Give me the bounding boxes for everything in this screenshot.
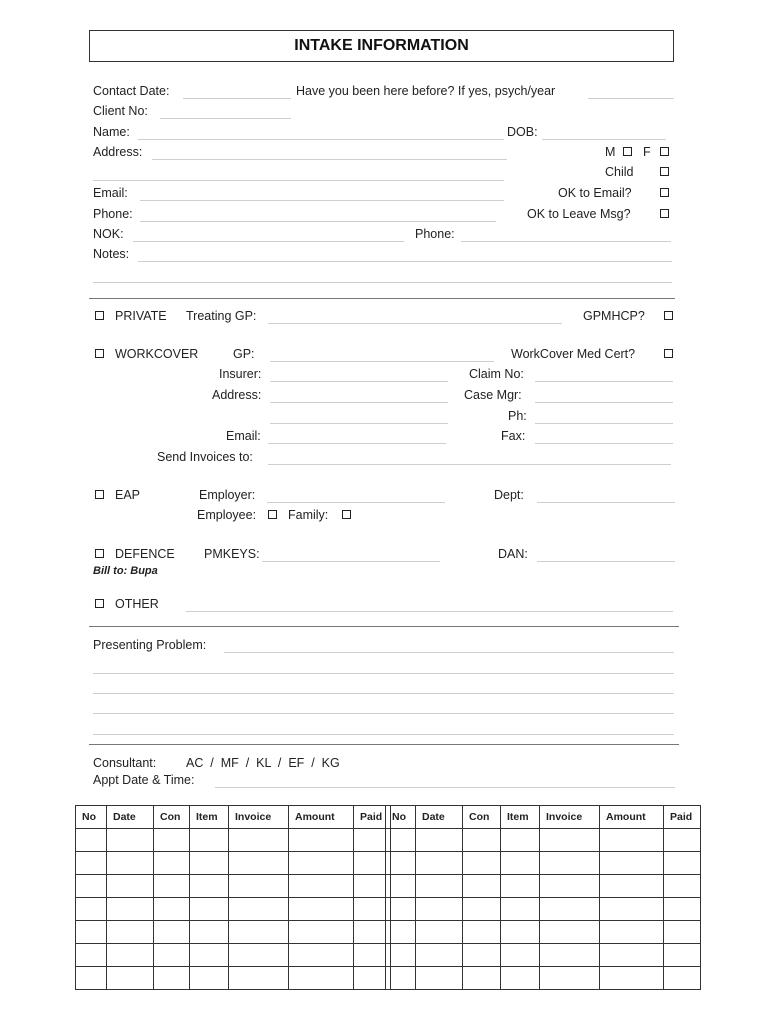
table-cell[interactable] xyxy=(289,921,354,944)
ok-email-label: OK to Email? xyxy=(558,186,632,200)
nok-label: NOK: xyxy=(93,227,124,241)
appt-label: Appt Date & Time: xyxy=(93,773,195,787)
table-row xyxy=(76,921,391,944)
table-cell[interactable] xyxy=(154,921,190,944)
table-cell[interactable] xyxy=(190,852,229,875)
billing-table-right xyxy=(385,805,701,990)
dept-field[interactable] xyxy=(537,502,675,503)
other-label: OTHER xyxy=(115,597,159,611)
nok-phone-field[interactable] xyxy=(461,241,671,242)
table-cell[interactable] xyxy=(540,944,600,967)
dept-label: Dept: xyxy=(494,488,524,502)
other-field[interactable] xyxy=(186,611,673,612)
med-cert-label: WorkCover Med Cert? xyxy=(511,347,636,361)
table-cell[interactable] xyxy=(540,829,600,852)
table-cell[interactable] xyxy=(76,829,107,852)
client-no-label: Client No: xyxy=(93,104,148,118)
employee-label: Employee: xyxy=(197,508,257,522)
table-row xyxy=(76,875,391,898)
table-cell[interactable] xyxy=(664,829,701,852)
table-cell[interactable] xyxy=(664,921,701,944)
table-cell[interactable] xyxy=(386,944,416,967)
table-cell[interactable] xyxy=(463,944,501,967)
pmkeys-field[interactable] xyxy=(262,561,440,562)
table-cell[interactable] xyxy=(416,829,463,852)
table-cell[interactable] xyxy=(664,944,701,967)
table-row xyxy=(386,898,701,921)
presenting-problem-field-1[interactable] xyxy=(224,652,674,653)
wc-email-label: Email: xyxy=(226,429,261,443)
nok-field[interactable] xyxy=(133,241,404,242)
table-cell[interactable] xyxy=(229,875,289,898)
dan-label: DAN: xyxy=(498,547,528,561)
employee-checkbox[interactable] xyxy=(268,510,277,519)
table-cell[interactable] xyxy=(107,875,154,898)
table-cell[interactable] xyxy=(463,852,501,875)
table-cell[interactable] xyxy=(664,967,701,990)
notes-field-2[interactable] xyxy=(93,282,672,283)
name-field[interactable] xyxy=(138,139,504,140)
table-cell[interactable] xyxy=(501,921,540,944)
table-cell[interactable] xyxy=(664,852,701,875)
form-title: INTAKE INFORMATION xyxy=(89,30,674,62)
table-row xyxy=(76,829,391,852)
been-before-label: Have you been here before? If yes, psych/year xyxy=(296,84,556,98)
table-row xyxy=(386,829,701,852)
col-invoice: Invoice xyxy=(540,806,600,829)
notes-field-1[interactable] xyxy=(138,261,672,262)
table-cell[interactable] xyxy=(600,967,664,990)
dob-field[interactable] xyxy=(542,139,666,140)
male-label: M xyxy=(605,145,616,159)
table-cell[interactable] xyxy=(154,944,190,967)
table-cell[interactable] xyxy=(107,829,154,852)
appt-field[interactable] xyxy=(215,787,675,788)
table-cell[interactable] xyxy=(289,944,354,967)
table-cell[interactable] xyxy=(600,898,664,921)
table-row xyxy=(386,852,701,875)
client-no-field[interactable] xyxy=(160,118,291,119)
table-cell[interactable] xyxy=(107,944,154,967)
case-mgr-field[interactable] xyxy=(535,402,673,403)
presenting-problem-field-2[interactable] xyxy=(93,673,674,674)
table-cell[interactable] xyxy=(107,921,154,944)
col-no: No xyxy=(76,806,107,829)
consultant-options[interactable]: AC / MF / KL / EF / KG xyxy=(186,756,340,770)
table-cell[interactable] xyxy=(501,967,540,990)
table-cell[interactable] xyxy=(416,921,463,944)
ok-email-checkbox[interactable] xyxy=(660,188,669,197)
table-cell[interactable] xyxy=(501,829,540,852)
table-cell[interactable] xyxy=(386,898,416,921)
ok-msg-checkbox[interactable] xyxy=(660,209,669,218)
table-cell[interactable] xyxy=(386,921,416,944)
other-checkbox[interactable] xyxy=(95,599,104,608)
table-cell[interactable] xyxy=(600,944,664,967)
table-cell[interactable] xyxy=(664,898,701,921)
presenting-problem-field-3[interactable] xyxy=(93,693,674,694)
male-checkbox[interactable] xyxy=(623,147,632,156)
table-cell[interactable] xyxy=(76,967,107,990)
employer-label: Employer: xyxy=(199,488,256,502)
workcover-checkbox[interactable] xyxy=(95,349,104,358)
female-checkbox[interactable] xyxy=(660,147,669,156)
send-invoices-field[interactable] xyxy=(268,464,671,465)
claim-no-field[interactable] xyxy=(535,381,673,382)
table-cell[interactable] xyxy=(289,852,354,875)
defence-checkbox[interactable] xyxy=(95,549,104,558)
email-field[interactable] xyxy=(140,200,504,201)
table-cell[interactable] xyxy=(416,967,463,990)
insurer-label: Insurer: xyxy=(219,367,262,381)
email-label: Email: xyxy=(93,186,128,200)
table-row xyxy=(386,921,701,944)
table-cell[interactable] xyxy=(190,875,229,898)
table-cell[interactable] xyxy=(76,898,107,921)
wc-gp-field[interactable] xyxy=(270,361,494,362)
table-cell[interactable] xyxy=(416,875,463,898)
been-before-field[interactable] xyxy=(588,98,674,99)
address-label: Address: xyxy=(93,145,143,159)
family-label: Family: xyxy=(288,508,329,522)
table-cell[interactable] xyxy=(540,852,600,875)
table-cell[interactable] xyxy=(229,898,289,921)
presenting-problem-field-4[interactable] xyxy=(93,713,674,714)
table-cell[interactable] xyxy=(154,875,190,898)
col-amount: Amount xyxy=(289,806,354,829)
wc-gp-label: GP: xyxy=(233,347,255,361)
table-cell[interactable] xyxy=(289,875,354,898)
address-field-2[interactable] xyxy=(93,180,504,181)
table-cell[interactable] xyxy=(154,898,190,921)
col-paid: Paid xyxy=(354,806,391,829)
col-amount: Amount xyxy=(600,806,664,829)
table-cell[interactable] xyxy=(76,875,107,898)
pmkeys-label: PMKEYS: xyxy=(204,547,260,561)
case-mgr-label: Case Mgr: xyxy=(464,388,522,402)
phone-label: Phone: xyxy=(93,207,133,221)
wc-email-field[interactable] xyxy=(268,443,446,444)
section-divider-3 xyxy=(89,744,679,745)
defence-label: DEFENCE xyxy=(115,547,175,561)
table-cell[interactable] xyxy=(416,944,463,967)
fax-field[interactable] xyxy=(535,443,673,444)
section-divider-2 xyxy=(89,626,679,627)
table-row xyxy=(76,898,391,921)
col-item: Item xyxy=(501,806,540,829)
table-cell[interactable] xyxy=(600,829,664,852)
table-cell[interactable] xyxy=(229,852,289,875)
ph-label: Ph: xyxy=(508,409,527,423)
eap-label: EAP xyxy=(115,488,141,502)
dan-field[interactable] xyxy=(537,561,675,562)
table-cell[interactable] xyxy=(600,875,664,898)
ph-field[interactable] xyxy=(535,423,673,424)
ok-msg-label: OK to Leave Msg? xyxy=(527,207,631,221)
table-cell[interactable] xyxy=(289,898,354,921)
claim-no-label: Claim No: xyxy=(469,367,524,381)
table-cell[interactable] xyxy=(386,875,416,898)
treating-gp-label: Treating GP: xyxy=(186,309,257,323)
table-cell[interactable] xyxy=(190,898,229,921)
table-header-row xyxy=(386,806,701,829)
table-header-row xyxy=(76,806,391,829)
col-con: Con xyxy=(154,806,190,829)
gpmhcp-label: GPMHCP? xyxy=(583,309,645,323)
col-item: Item xyxy=(190,806,229,829)
table-row xyxy=(386,967,701,990)
private-checkbox[interactable] xyxy=(95,311,104,320)
child-label: Child xyxy=(605,165,634,179)
table-cell[interactable] xyxy=(76,921,107,944)
table-row xyxy=(76,967,391,990)
table-cell[interactable] xyxy=(107,967,154,990)
presenting-problem-field-5[interactable] xyxy=(93,734,674,735)
contact-date-field[interactable] xyxy=(183,98,291,99)
family-checkbox[interactable] xyxy=(342,510,351,519)
table-cell[interactable] xyxy=(76,944,107,967)
table-cell[interactable] xyxy=(190,921,229,944)
address-field-1[interactable] xyxy=(152,159,507,160)
table-cell[interactable] xyxy=(154,852,190,875)
insurer-field[interactable] xyxy=(270,381,448,382)
table-cell[interactable] xyxy=(107,852,154,875)
employer-field[interactable] xyxy=(267,502,445,503)
table-cell[interactable] xyxy=(190,944,229,967)
table-cell[interactable] xyxy=(501,898,540,921)
table-cell[interactable] xyxy=(229,944,289,967)
table-cell[interactable] xyxy=(190,829,229,852)
table-row xyxy=(386,875,701,898)
nok-phone-label: Phone: xyxy=(415,227,455,241)
table-cell[interactable] xyxy=(600,921,664,944)
table-cell[interactable] xyxy=(463,967,501,990)
table-cell[interactable] xyxy=(463,829,501,852)
table-cell[interactable] xyxy=(386,852,416,875)
table-cell[interactable] xyxy=(540,967,600,990)
col-invoice: Invoice xyxy=(229,806,289,829)
send-invoices-label: Send Invoices to: xyxy=(157,450,253,464)
col-paid: Paid xyxy=(664,806,701,829)
table-cell[interactable] xyxy=(501,852,540,875)
table-cell[interactable] xyxy=(416,898,463,921)
wc-address-field-2[interactable] xyxy=(270,423,448,424)
female-label: F xyxy=(643,145,651,159)
table-cell[interactable] xyxy=(229,829,289,852)
table-cell[interactable] xyxy=(190,967,229,990)
section-divider xyxy=(89,298,675,299)
gpmhcp-checkbox[interactable] xyxy=(664,311,673,320)
table-cell[interactable] xyxy=(416,852,463,875)
phone-field[interactable] xyxy=(140,221,496,222)
table-row xyxy=(386,944,701,967)
billing-table-left xyxy=(75,805,391,990)
wc-address-label: Address: xyxy=(212,388,262,402)
table-cell[interactable] xyxy=(463,921,501,944)
table-cell[interactable] xyxy=(289,967,354,990)
notes-label: Notes: xyxy=(93,247,130,261)
table-cell[interactable] xyxy=(107,898,154,921)
wc-address-field-1[interactable] xyxy=(270,402,448,403)
dob-label: DOB: xyxy=(507,125,538,139)
col-con: Con xyxy=(463,806,501,829)
table-row xyxy=(76,852,391,875)
table-cell[interactable] xyxy=(540,921,600,944)
table-cell[interactable] xyxy=(463,875,501,898)
contact-date-label: Contact Date: xyxy=(93,84,170,98)
table-cell[interactable] xyxy=(540,898,600,921)
table-cell[interactable] xyxy=(501,875,540,898)
table-cell[interactable] xyxy=(229,967,289,990)
table-cell[interactable] xyxy=(386,967,416,990)
table-cell[interactable] xyxy=(540,875,600,898)
table-cell[interactable] xyxy=(463,898,501,921)
name-label: Name: xyxy=(93,125,130,139)
fax-label: Fax: xyxy=(501,429,526,443)
table-cell[interactable] xyxy=(76,852,107,875)
bill-to-note: Bill to: Bupa xyxy=(93,565,158,577)
table-row xyxy=(76,944,391,967)
table-cell[interactable] xyxy=(154,967,190,990)
table-cell[interactable] xyxy=(229,921,289,944)
table-cell[interactable] xyxy=(154,829,190,852)
eap-checkbox[interactable] xyxy=(95,490,104,499)
table-cell[interactable] xyxy=(386,829,416,852)
consultant-label: Consultant: xyxy=(93,756,157,770)
private-label: PRIVATE xyxy=(115,309,167,323)
col-date: Date xyxy=(416,806,463,829)
presenting-problem-label: Presenting Problem: xyxy=(93,638,207,652)
med-cert-checkbox[interactable] xyxy=(664,349,673,358)
table-cell[interactable] xyxy=(600,852,664,875)
treating-gp-field[interactable] xyxy=(268,323,562,324)
table-cell[interactable] xyxy=(289,829,354,852)
workcover-label: WORKCOVER xyxy=(115,347,199,361)
table-cell[interactable] xyxy=(664,875,701,898)
col-date: Date xyxy=(107,806,154,829)
table-cell[interactable] xyxy=(501,944,540,967)
col-no: No xyxy=(386,806,416,829)
child-checkbox[interactable] xyxy=(660,167,669,176)
